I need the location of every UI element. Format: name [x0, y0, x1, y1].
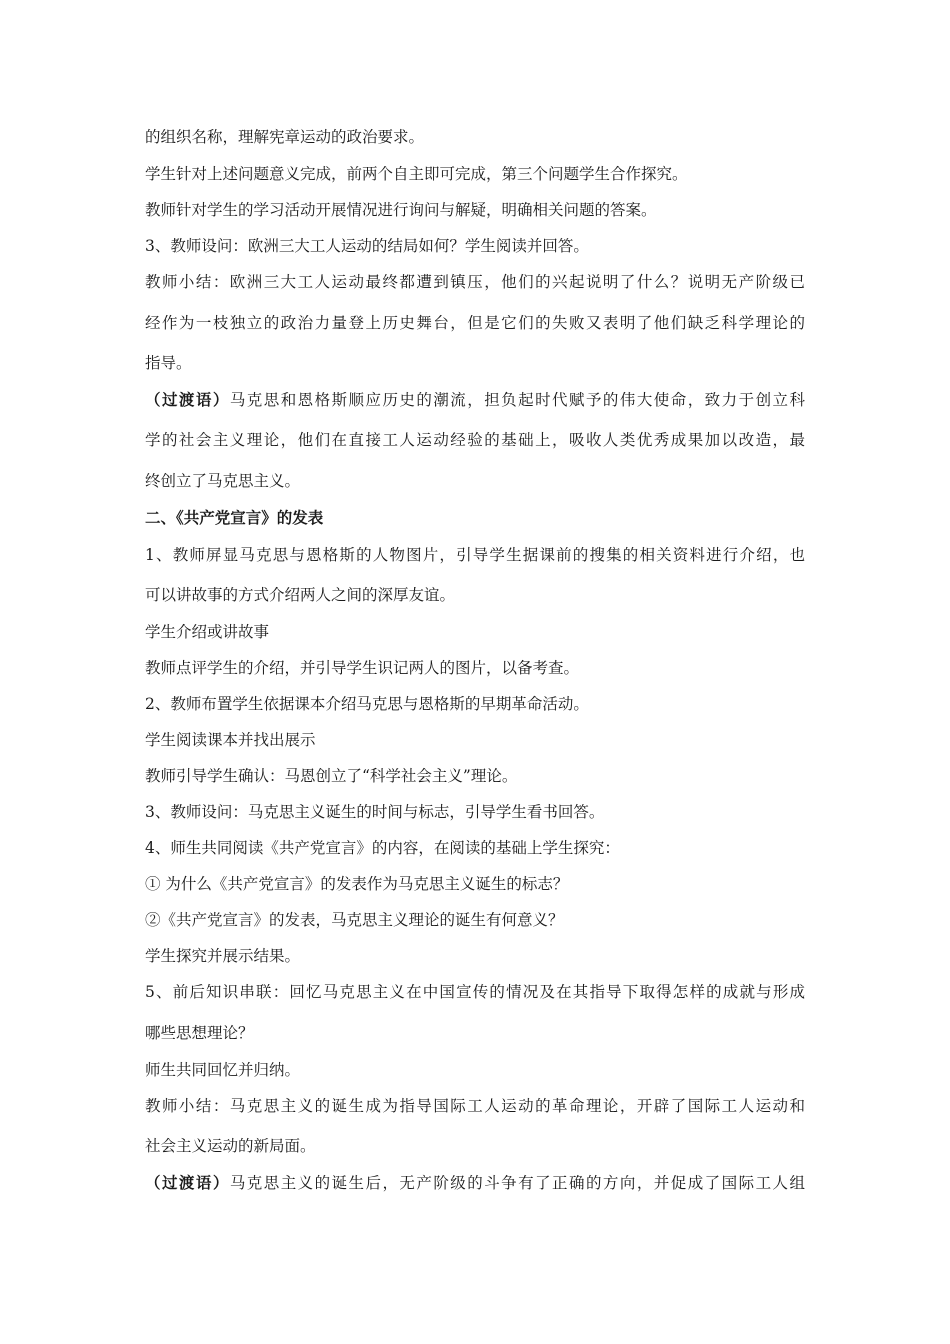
text-line: 2、教师布置学生依据课本介绍马克思与恩格斯的早期革命活动。: [145, 695, 589, 713]
text-line: 的组织名称，理解宪章运动的政治要求。: [145, 128, 425, 146]
text-line: 3、教师设问：马克思主义诞生的时间与标志，引导学生看书回答。: [145, 803, 605, 821]
text-line: 教师小结：马克思主义的诞生成为指导国际工人运动的革命理论，开辟了国际工人运动和: [145, 1097, 805, 1115]
text-line: 哪些思想理论？: [145, 1024, 254, 1042]
text-line: 经作为一枝独立的政治力量登上历史舞台，但是它们的失败又表明了他们缺乏科学理论的: [145, 314, 805, 332]
transition-paragraph: [145, 390, 805, 410]
text-line: 教师点评学生的介绍，并引导学生识记两人的图片，以备考查。: [145, 659, 580, 677]
text-line: 学生探究并展示结果。: [145, 947, 301, 965]
text-line: 终创立了马克思主义。: [145, 472, 301, 490]
text-line: 学生介绍或讲故事: [145, 623, 270, 641]
text-line: 学的社会主义理论，他们在直接工人运动经验的基础上，吸收人类优秀成果加以改造，最: [145, 431, 805, 449]
transition-paragraph: [145, 1173, 805, 1193]
text-line: 马克思主义的诞生后，无产阶级的斗争有了正确的方向，并促成了国际工人组: [229, 1174, 805, 1192]
list-item: ① 为什么《共产党宣言》的发表作为马克思主义诞生的标志？: [145, 875, 569, 893]
text-line: 5、前后知识串联：回忆马克思主义在中国宣传的情况及在其指导下取得怎样的成就与形成: [145, 983, 805, 1001]
text-line: 教师针对学生的学习活动开展情况进行询问与解疑，明确相关问题的答案。: [145, 201, 657, 219]
text-line: 师生共同回忆并归纳。: [145, 1061, 301, 1079]
transition-label: （过渡语）: [145, 390, 230, 409]
text-line: 1、教师屏显马克思与恩格斯的人物图片，引导学生据课前的搜集的相关资料进行介绍，也: [145, 546, 805, 564]
transition-label: （过渡语）: [145, 1173, 230, 1192]
text-line: 学生针对上述问题意义完成，前两个自主即可完成，第三个问题学生合作探究。: [145, 165, 688, 183]
text-line: 社会主义运动的新局面。: [145, 1137, 316, 1155]
text-line: 学生阅读课本并找出展示: [145, 731, 316, 749]
text-line: 指导。: [145, 354, 192, 372]
text-line: 4、师生共同阅读《共产党宣言》的内容，在阅读的基础上学生探究：: [145, 839, 620, 857]
list-item: ②《共产党宣言》的发表，马克思主义理论的诞生有何意义？: [145, 911, 564, 929]
text-line: 3、教师设问：欧洲三大工人运动的结局如何？学生阅读并回答。: [145, 237, 589, 255]
section-heading: 二、《共产党宣言》的发表: [145, 508, 324, 527]
text-line: 教师引导学生确认：马恩创立了“科学社会主义”理论。: [145, 767, 518, 785]
text-line: 马克思和恩格斯顺应历史的潮流，担负起时代赋予的伟大使命，致力于创立科: [229, 391, 805, 409]
text-line: 教师小结：欧洲三大工人运动最终都遭到镇压，他们的兴起说明了什么？说明无产阶级已: [145, 273, 805, 291]
text-line: 可以讲故事的方式介绍两人之间的深厚友谊。: [145, 586, 456, 604]
